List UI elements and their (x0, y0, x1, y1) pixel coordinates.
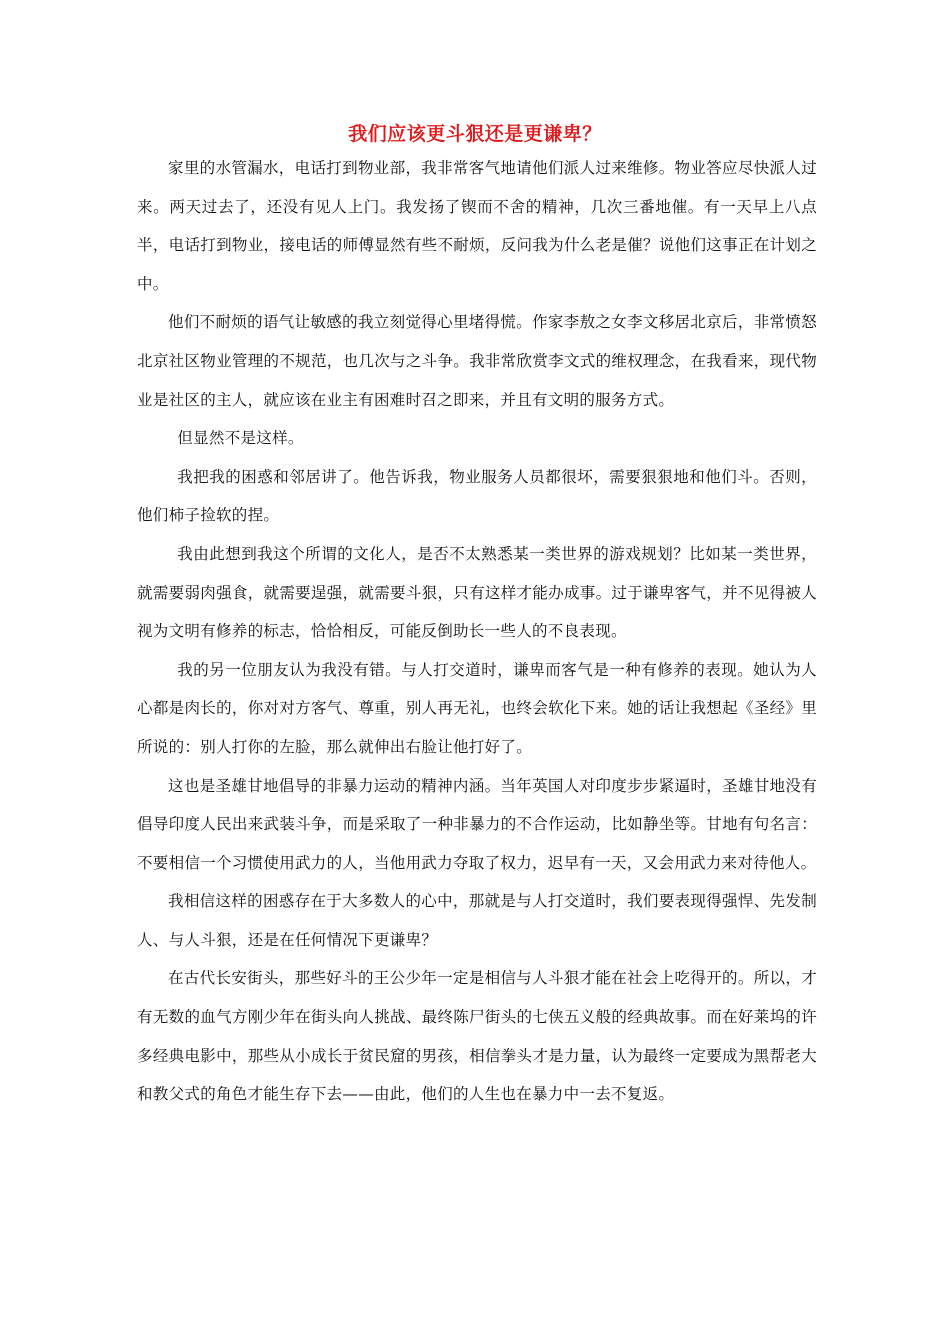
paragraph-7: 这也是圣雄甘地倡导的非暴力运动的精神内涵。当年英国人对印度步步紧逼时，圣雄甘地没有倡导印度人民出来武装斗争，而是采取了一种非暴力的不合作运动，比如静坐等。甘地有句名言：不要相信一个习惯使用武力的人，当他用武力夺取了权力，迟早有一天，又会用武力来对待他人。 (137, 776, 817, 872)
paragraph-2: 他们不耐烦的语气让敏感的我立刻觉得心里堵得慌。作家李敖之女李文移居北京后，非常愤怒北京社区物业管理的不规范，也几次与之斗争。我非常欣赏李文式的维权理念，在我看来，现代物业是社区的主人，就应该在业主有困难时召之即来，并且有文明的服务方式。 (137, 313, 817, 409)
paragraph-8: 我相信这样的困惑存在于大多数人的心中，那就是与人打交道时，我们要表现得强悍、先发制人、与人斗狠，还是在任何情况下更谦卑？ (137, 892, 817, 949)
paragraph-6: 我的另一位朋友认为我没有错。与人打交道时，谦卑而客气是一种有修养的表现。她认为人心都是肉长的，你对对方客气、尊重，别人再无礼，也终会软化下来。她的话让我想起《圣经》里所说的：别人打你的左脸，那么就伸出右脸让他打好了。 (137, 660, 817, 756)
document-title: 我们应该更斗狠还是更谦卑？ (348, 123, 602, 145)
paragraph-5: 我由此想到我这个所谓的文化人，是否不太熟悉某一类世界的游戏规划？比如某一类世界，就需要弱肉强食，就需要逞强，就需要斗狠，只有这样才能办成事。过于谦卑客气，并不见得被人视为文明有修养的标志，恰恰相反，可能反倒助长一些人的不良表现。 (137, 544, 817, 641)
paragraph-1: 家里的水管漏水，电话打到物业部，我非常客气地请他们派人过来维修。物业答应尽快派人过来。两天过去了，还没有见人上门。我发扬了锲而不舍的精神，几次三番地催。有一天早上八点半，电话打到物业，接电话的师傅显然有些不耐烦，反问我为什么老是催？说他们这事正在计划之中。 (137, 159, 817, 293)
document-body (137, 149, 817, 1114)
paragraph-3: 但显然不是这样。 (177, 429, 304, 448)
paragraph-9: 在古代长安街头，那些好斗的王公少年一定是相信与人斗狠才能在社会上吃得开的。所以，才有无数的血气方刚少年在街头向人挑战、最终陈尸街头的七侠五义般的经典故事。而在好莱坞的许多经典电影中，那些从小成长于贫民窟的男孩，相信拳头才是力量，认为最终一定要成为黑帮老大和教父式的角色才能生存下去——由此，他们的人生也在暴力中一去不复返。 (137, 969, 817, 1104)
paragraph-4: 我把我的困惑和邻居讲了。他告诉我，物业服务人员都很坏，需要狠狠地和他们斗。否则，他们柿子捡软的捏。 (137, 467, 817, 525)
